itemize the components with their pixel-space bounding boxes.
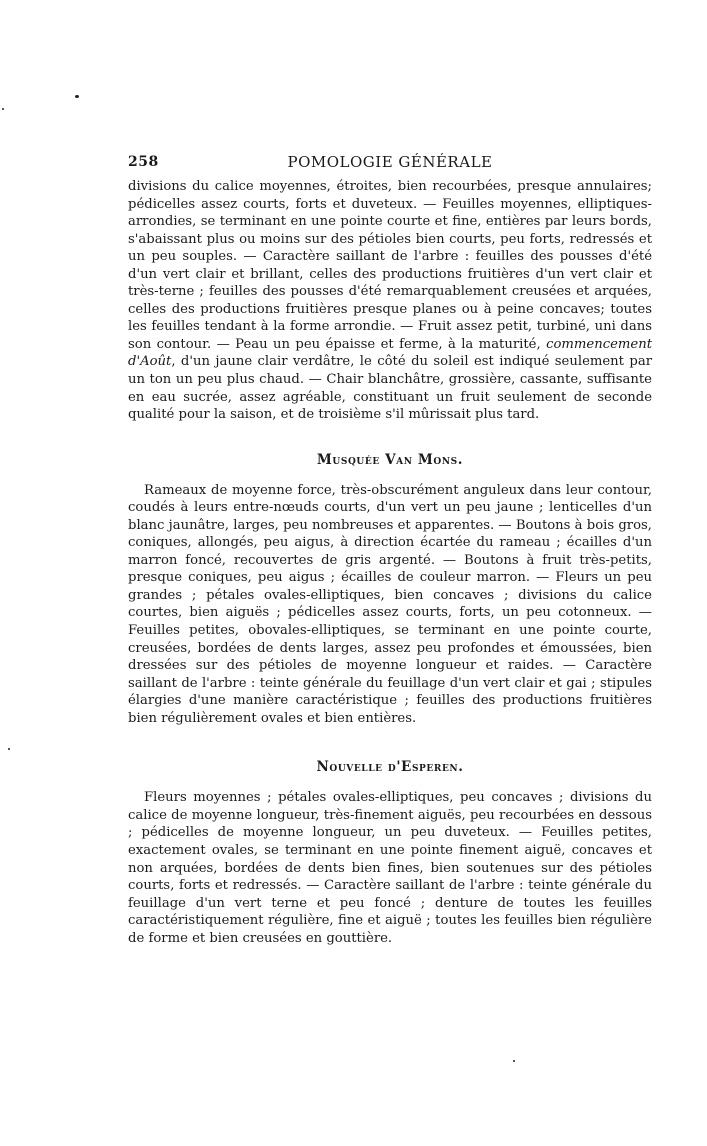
section-body-musquee-van-mons: Rameaux de moyenne force, très-obscurément anguleux dans leur contour, coudés à leurs entre-nœuds courts, d'un vert un peu jaune ; lenticelles d'un blanc jaunâtre, larges, peu nombreuses et apparentes. — Boutons à bois gros, coniques, allongés, peu aigus, à direction écartée du rameau ; écailles d'un marron foncé, recouvertes de gris argenté. — Boutons à fruit très-petits, presque coniques, peu aigus ; écailles de couleur marron. — Fleurs un peu grandes ; pétales ovales-elliptiques, bien concaves ; divisions du calice courtes, bien aiguës ; pédicelles assez courts, forts, un peu cotonneux. — Feuilles petites, obovales-elliptiques, se terminant en une pointe courte, creusées, bordées de dents larges, assez peu profondes et émoussées, bien dressées sur des pétioles de moyenne longueur et raides. — Caractère saillant de l'arbre : teinte générale du feuillage d'un vert clair et gai ; stipules élargies d'une manière caractéristique ; feuilles des productions fruitières bien régulièrement ovales et bien entières. [128,482,652,726]
section-title-musquee-van-mons: Musquée Van Mons. [316,451,464,468]
running-head [128,152,652,178]
section-title-nouvelle-desperen: Nouvelle d'Esperen. [316,759,464,776]
scan-speck [8,748,10,750]
scan-speck [2,108,4,110]
running-title: POMOLOGIE GÉNÉRALE [287,153,493,171]
continuation-italic: commencement d'Août [128,336,652,370]
scan-speck [75,95,79,98]
continuation-paragraph [128,178,652,424]
continuation-text: divisions du calice moyennes, étroites, bien recourbées, presque annulaires; pédicelles assez courts, forts et duveteux. — Feuilles moyennes, elliptiques-arrondies, se terminant en une pointe courte et fine, entières par leurs bords, s'abaissant plus ou moins sur des pétioles bien courts, peu forts, redressés et un peu souples. — Caractère saillant de l'arbre : feuilles des pousses d'été d'un vert clair et brillant, celles des productions fruitières d'un vert clair et très-terne ; feuilles des pousses d'été remarquablement creusées et arquées, celles des productions fruitières presque planes ou à peine concaves; toutes les feuilles tendant à la forme arrondie. — Fruit assez petit, turbiné, uni dans son contour. — Peau un peu épaisse et ferme, à la maturité, [128,179,652,352]
section-body-nouvelle-desperen: Fleurs moyennes ; pétales ovales-elliptiques, peu concaves ; divisions du calice de moyenne longueur, très-finement aiguës, peu recourbées en dessous ; pédicelles de moyenne longueur, un peu duveteux. — Feuilles petites, exactement ovales, se terminant en une pointe finement aiguë, concaves et non arquées, bordées de dents bien fines, bien soutenues sur des pétioles courts, forts et redressés. — Caractère saillant de l'arbre : teinte générale du feuillage d'un vert terne et peu foncé ; denture de toutes les feuilles caractéristiquement régulière, fine et aiguë ; toutes les feuilles bien régulière de forme et bien creusées en gouttière. [128,790,652,946]
page-number: 258 [128,154,159,170]
continuation-text-end: , d'un jaune clair verdâtre, le côté du soleil est indiqué seulement par un ton un peu plus chaud. — Chair blanchâtre, grossière, cassante, suffisante en eau sucrée, assez agréable, constituant un fruit seulement de seconde qualité pour la saison, et de troisième s'il mûrissait plus tard. [128,354,652,423]
scan-speck [513,1060,515,1062]
book-page [128,152,652,947]
